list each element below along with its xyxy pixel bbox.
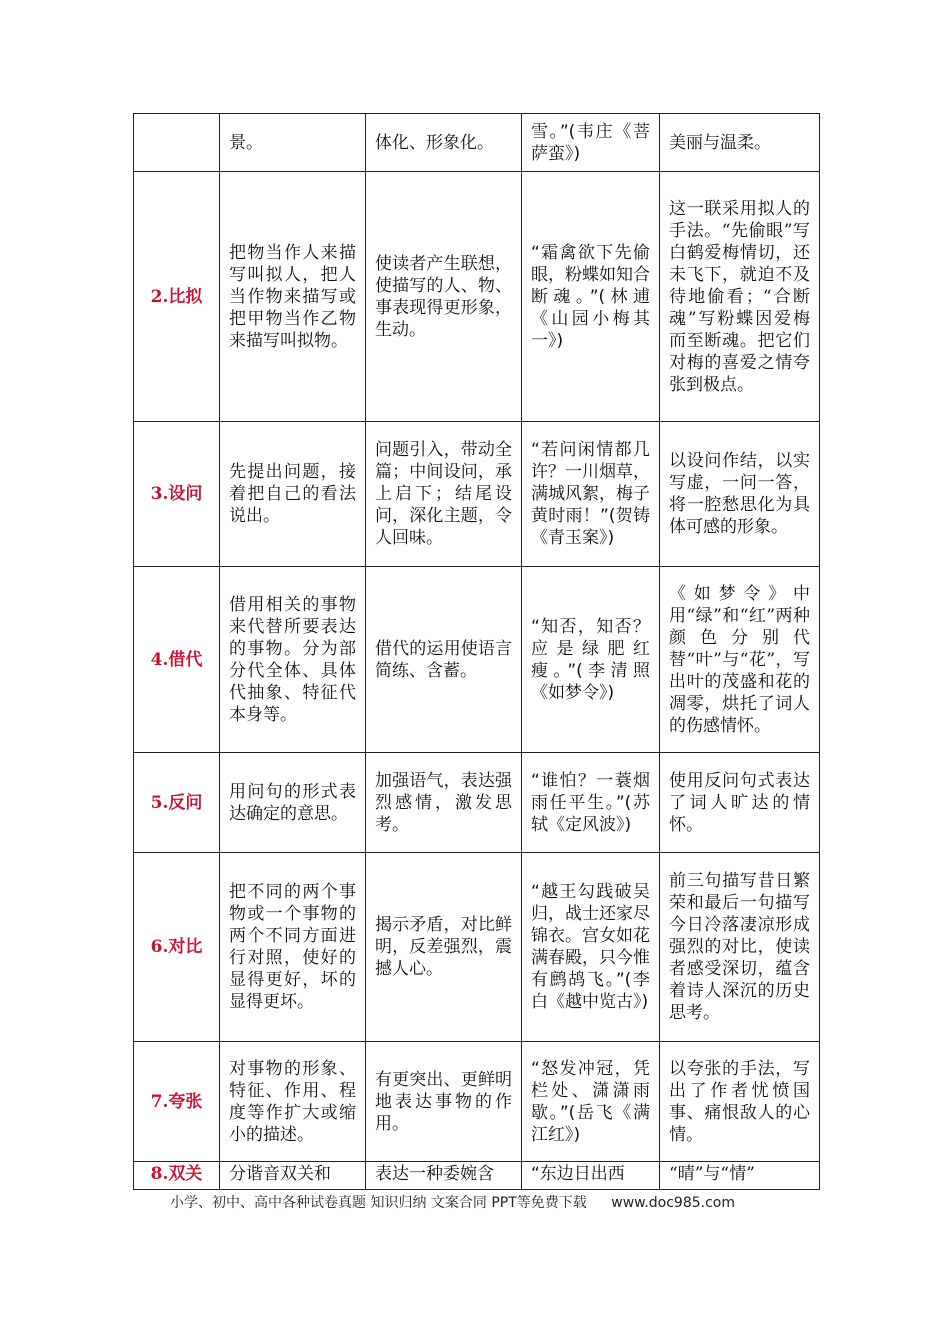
example-cell: “知否，知否？应是绿肥红瘦。”(李清照《如梦令》)	[522, 567, 660, 753]
table-row	[134, 1162, 820, 1190]
function-cell: 借代的运用使语言简练、含蓄。	[366, 567, 522, 753]
definition-cell: 把物当作人来描写叫拟人，把人当作物来描写或把甲物当作乙物来描写叫拟物。	[220, 172, 366, 422]
definition-cell: 先提出问题，接着把自己的看法说出。	[220, 422, 366, 567]
device-name: 7.夸张	[134, 1042, 220, 1162]
analysis-cell: 这一联采用拟人的手法。“先偷眼”写白鹤爱梅情切，还未飞下，就迫不及待地偷看；“合断魂”写粉蝶因爱梅而至断魂。把它们对梅的喜爱之情夸张到极点。	[660, 172, 820, 422]
device-name: 8.双关	[134, 1162, 220, 1190]
example-cell: “越王勾践破吴归，战士还家尽锦衣。宫女如花满春殿，只今惟有鹧鸪飞。”(李白《越中览古》)	[522, 853, 660, 1042]
definition-cell: 景。	[220, 114, 366, 172]
function-cell: 表达一种委婉含	[366, 1162, 522, 1190]
analysis-cell: 以设问作结，以实写虚，一问一答，将一腔愁思化为具体可感的形象。	[660, 422, 820, 567]
example-cell: “若问闲情都几许？一川烟草，满城风絮，梅子黄时雨！”(贺铸《青玉案》)	[522, 422, 660, 567]
device-name: 2.比拟	[134, 172, 220, 422]
table-row	[134, 172, 820, 422]
table-row	[134, 853, 820, 1042]
device-name: 4.借代	[134, 567, 220, 753]
function-cell: 问题引入，带动全篇；中间设问，承上启下；结尾设问，深化主题，令人回味。	[366, 422, 522, 567]
table-row	[134, 422, 820, 567]
table-row	[134, 753, 820, 853]
definition-cell: 对事物的形象、特征、作用、程度等作扩大或缩小的描述。	[220, 1042, 366, 1162]
analysis-cell: 美丽与温柔。	[660, 114, 820, 172]
rhetoric-table	[133, 113, 820, 1190]
analysis-cell: 以夸张的手法，写出了作者忧愤国事、痛恨敌人的心情。	[660, 1042, 820, 1162]
device-name: 3.设问	[134, 422, 220, 567]
example-cell: “谁怕？一蓑烟雨任平生。”(苏轼《定风波》)	[522, 753, 660, 853]
example-cell: “东边日出西	[522, 1162, 660, 1190]
function-cell: 使读者产生联想，使描写的人、物、事表现得更形象，生动。	[366, 172, 522, 422]
definition-cell: 把不同的两个事物或一个事物的两个不同方面进行对照，使好的显得更好，坏的显得更坏。	[220, 853, 366, 1042]
table-row	[134, 114, 820, 172]
function-cell: 有更突出、更鲜明地表达事物的作用。	[366, 1042, 522, 1162]
definition-cell: 分谐音双关和	[220, 1162, 366, 1190]
device-name	[134, 114, 220, 172]
footer-url: www.doc985.com	[611, 1195, 735, 1211]
example-cell: “霜禽欲下先偷眼，粉蝶如知合断魂。”(林逋《山园小梅其一》)	[522, 172, 660, 422]
function-cell: 体化、形象化。	[366, 114, 522, 172]
page-footer	[170, 1192, 735, 1212]
analysis-cell: 《如梦令》中用“绿”和“红”两种颜色分别代替“叶”与“花”，写出叶的茂盛和花的凋零，烘托了词人的伤感情怀。	[660, 567, 820, 753]
footer-text: 小学、初中、高中各种试卷真题 知识归纳 文案合同 PPT等免费下载	[170, 1195, 587, 1211]
definition-cell: 用问句的形式表达确定的意思。	[220, 753, 366, 853]
table-row	[134, 567, 820, 753]
analysis-cell: 前三句描写昔日繁荣和最后一句描写今日冷落凄凉形成强烈的对比，使读者感受深切，蕴含着诗人深沉的历史思考。	[660, 853, 820, 1042]
analysis-cell: “晴”与“情”	[660, 1162, 820, 1190]
device-name: 5.反问	[134, 753, 220, 853]
analysis-cell: 使用反问句式表达了词人旷达的情怀。	[660, 753, 820, 853]
device-name: 6.对比	[134, 853, 220, 1042]
function-cell: 揭示矛盾，对比鲜明，反差强烈，震撼人心。	[366, 853, 522, 1042]
definition-cell: 借用相关的事物来代替所要表达的事物。分为部分代全体、具体代抽象、特征代本身等。	[220, 567, 366, 753]
function-cell: 加强语气，表达强烈感情，激发思考。	[366, 753, 522, 853]
table-row	[134, 1042, 820, 1162]
example-cell: “怒发冲冠，凭栏处、潇潇雨歇。”(岳飞《满江红》)	[522, 1042, 660, 1162]
example-cell: 雪。”(韦庄《菩萨蛮》)	[522, 114, 660, 172]
